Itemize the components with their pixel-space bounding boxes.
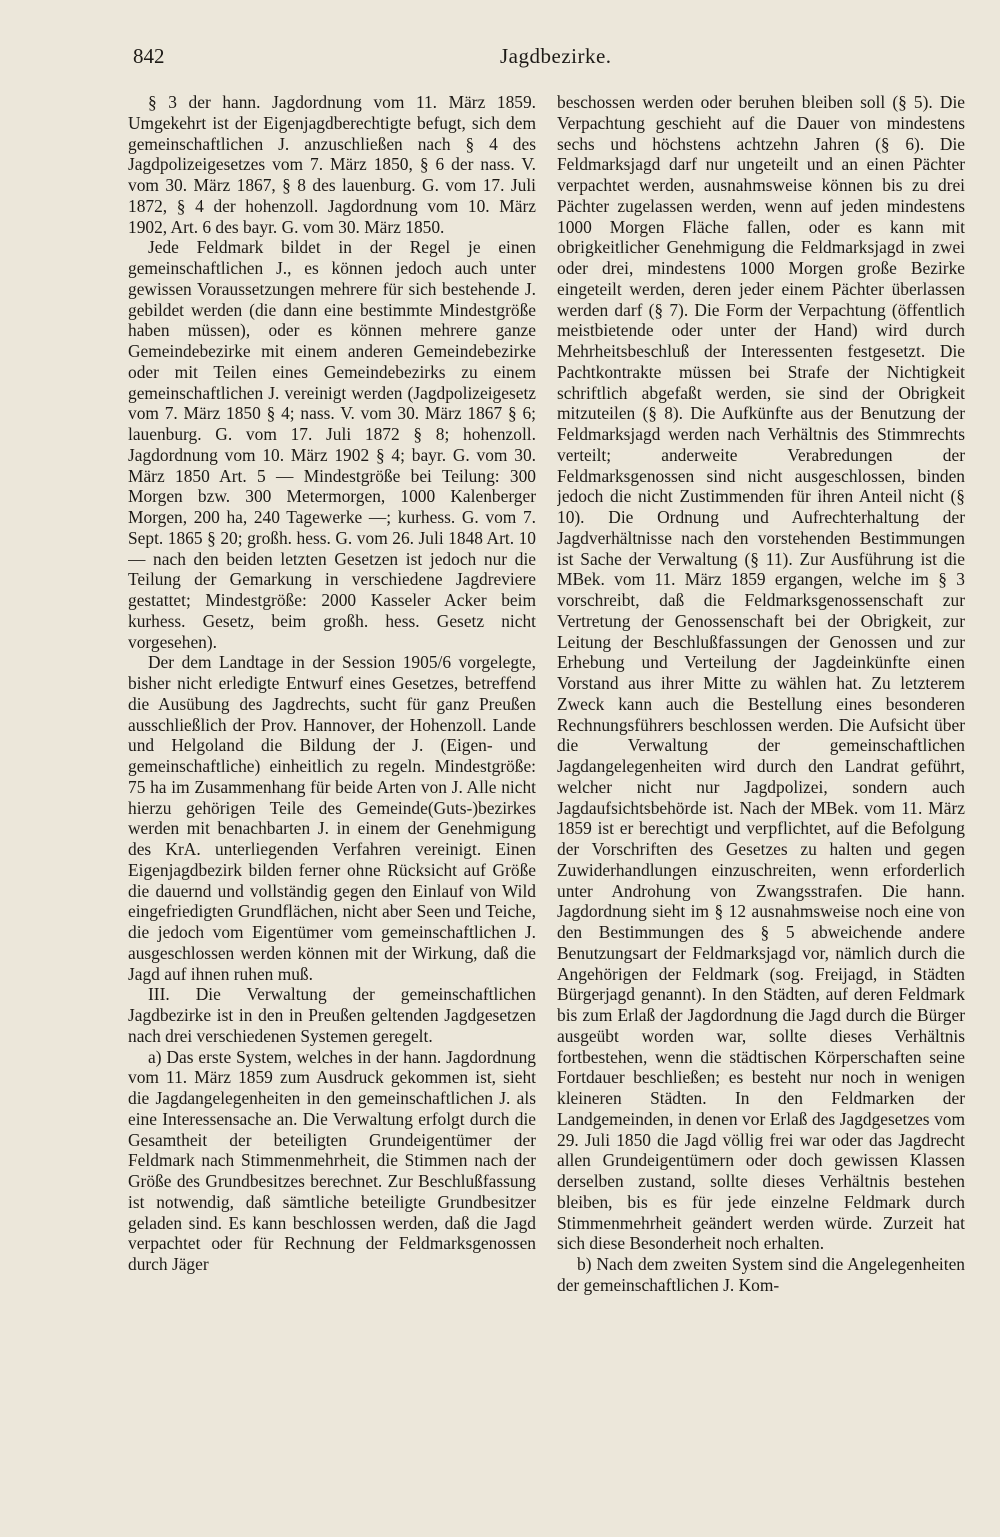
right-text-column [557,92,965,1502]
paragraph: § 3 der hann. Jagdordnung vom 11. März 1859. Umgekehrt ist der Eigenjagdberechtigte befugt, sich dem gemeinschaftlichen J. anzuschließen nach § 4 des Jagdpolizeigesetzes vom 7. März 1850, § 6 der nass. V. vom 30. März 1867, § 8 des lauenburg. G. vom 17. Juli 1872, § 4 der hohenzoll. Jagdordnung vom 10. März 1902, Art. 6 des bayr. G. vom 30. März 1850. [128,92,536,237]
page-number: 842 [133,44,165,68]
left-text-column [128,92,536,1502]
paragraph: Der dem Landtage in der Session 1905/6 vorgelegte, bisher nicht erledigte Entwurf eines Gesetzes, betreffend die Ausübung des Jagdrechts, sucht für ganz Preußen ausschließlich der Prov. Hannover, der Hohenzoll. Lande und Helgoland die Bildung der J. (Eigen- und gemeinschaftliche) einheitlich zu regeln. Mindestgröße: 75 ha im Zusammenhang für beide Arten von J. Alle nicht hierzu gehörigen Teile des Gemeinde(Guts-)bezirkes werden mit benachbarten J. in einem der Genehmigung des KrA. unterliegenden Verfahren vereinigt. Einen Eigenjagdbezirk bilden ferner ohne Rücksicht auf Größe die dauernd und vollständig gegen den Einlauf von Wild eingefriedigten Grundflächen, nicht aber Seen und Teiche, die jedoch vom Eigentümer vom gemeinschaftlichen J. ausgeschlossen werden können mit der Wirkung, daß die Jagd auf ihnen ruhen muß. [128,652,536,984]
paragraph: Jede Feldmark bildet in der Regel je einen gemeinschaftlichen J., es können jedoch auch unter gewissen Voraussetzungen mehrere für sich bestehende J. gebildet werden (die dann eine bestimmte Mindestgröße haben müssen), oder es können mehrere ganze Gemeindebezirke mit einem anderen Gemeindebezirke oder mit Teilen eines Gemeindebezirks zu einem gemeinschaftlichen J. vereinigt werden (Jagdpolizeigesetz vom 7. März 1850 § 4; nass. V. vom 30. März 1867 § 6; lauenburg. G. vom 17. Juli 1872 § 8; hohenzoll. Jagdordnung vom 10. März 1902 § 4; bayr. G. vom 30. März 1850 Art. 5 — Mindestgröße bei Teilung: 300 Morgen bzw. 300 Metermorgen, 1000 Kalenberger Morgen, 200 ha, 240 Tagewerke —; kurhess. G. vom 7. Sept. 1865 § 20; großh. hess. G. vom 26. Juli 1848 Art. 10 — nach den beiden letzten Gesetzen ist jedoch nur die Teilung der Gemarkung in verschiedene Jagdreviere gestattet; Mindestgröße: 2000 Kasseler Acker beim kurhess. Gesetz, beim großh. hess. Gesetz nicht vorgesehen). [128,237,536,652]
paragraph: b) Nach dem zweiten System sind die Angelegenheiten der gemeinschaftlichen J. Kom- [557,1254,965,1295]
section-heading-paragraph: III. Die Verwaltung der gemeinschaftlichen Jagdbezirke ist in den in Preußen geltenden Jagdgesetzen nach drei verschiedenen Systemen geregelt. [128,984,536,1046]
paragraph: a) Das erste System, welches in der hann. Jagdordnung vom 11. März 1859 zum Ausdruck gekommen ist, sieht die Jagdangelegenheiten in den gemeinschaftlichen J. als eine Interessensache an. Die Verwaltung erfolgt durch die Gesamtheit der beteiligten Grundeigentümer der Feldmark nach Stimmenmehrheit, die Stimmen nach der Größe des Grundbesitzes berechnet. Zur Beschlußfassung ist notwendig, daß sämtliche beteiligte Grundbesitzer geladen sind. Es kann beschlossen werden, daß die Jagd verpachtet oder für Rechnung der Feldmarksgenossen durch Jäger [128,1046,536,1274]
running-title: Jagdbezirke. [500,44,612,68]
paragraph: beschossen werden oder beruhen bleiben soll (§ 5). Die Verpachtung geschieht auf die Dauer von mindestens sechs und höchstens achtzehn Jahren (§ 6). Die Feldmarksjagd darf nur ungeteilt und an einen Pächter verpachtet werden, ausnahmsweise können bis zu drei Pächter zugelassen werden, wenn auf jeden mindestens 1000 Morgen Fläche fallen, oder es kann mit obrigkeitlicher Genehmigung die Feldmarksjagd in zwei oder drei, mindestens 1000 Morgen große Bezirke eingeteilt werden, deren jeder einem Pächter überlassen werden darf (§ 7). Die Form der Verpachtung (öffentlich meistbietende oder unter der Hand) wird durch Mehrheitsbeschluß der Interessenten festgesetzt. Die Pachtkontrakte müssen bei Strafe der Nichtigkeit schriftlich abgefaßt werden, sie sind der Obrigkeit mitzuteilen (§ 8). Die Aufkünfte aus der Benutzung der Feldmarksjagd werden nach Verhältnis des Stimmrechts verteilt; anderweite Verabredungen der Feldmarksgenossen sind nicht ausgeschlossen, binden jedoch die nicht Zustimmenden für ihren Anteil nicht (§ 10). Die Ordnung und Aufrechterhaltung der Jagdverhältnisse nach den vorstehenden Bestimmungen ist Sache der Verwaltung (§ 11). Zur Ausführung ist die MBek. vom 11. März 1859 ergangen, welche im § 3 vorschreibt, daß die Feldmarksgenossenschaft zur Vertretung der Genossenschaft bei der Obrigkeit, zur Leitung der Beschlußfassungen der Genossen und zur Erhebung und Verteilung der Jagdeinkünfte einen Vorstand aus ihrer Mitte zu wählen hat. Zu letzterem Zweck kann auch die Bestellung eines besonderen Rechnungsführers beschlossen werden. Die Aufsicht über die Verwaltung der gemeinschaftlichen Jagdangelegenheiten wird durch den Landrat geführt, welcher nicht nur Jagdpolizei, sondern auch Jagdaufsichtsbehörde ist. Nach der MBek. vom 11. März 1859 ist er berechtigt und verpflichtet, auf die Befolgung der Vorschriften des Gesetzes zu halten und gegen Zuwiderhandlungen einzuschreiten, wenn erforderlich unter Androhung von Zwangsstrafen. Die hann. Jagdordnung sieht im § 12 ausnahmsweise noch eine von den Bestimmungen des § 5 abweichende andere Benutzungsart der Feldmarksjagd vor, nämlich durch die Angehörigen der Feldmark (sog. Freijagd, in Städten Bürgerjagd genannt). In den Städten, auf deren Feldmark bis zum Erlaß der Jagdordnung die Jagd durch die Bürger ausgeübt worden war, sollte dieses Verhältnis fortbestehen, wenn die städtischen Körperschaften seine Fortdauer beschließen; es besteht nur noch in wenigen kleineren Städten. In den Feldmarken der Landgemeinden, in denen vor Erlaß des Jagdgesetzes vom 29. Juli 1850 die Jagd völlig frei war oder das Jagdrecht allen Grundeigentümern oder doch gewissen Klassen derselben zustand, sollte dieses Verhältnis bestehen bleiben, bis es für jede einzelne Feldmark durch Stimmenmehrheit geändert werden würde. Zurzeit hat sich diese Besonderheit noch erhalten. [557,92,965,1254]
